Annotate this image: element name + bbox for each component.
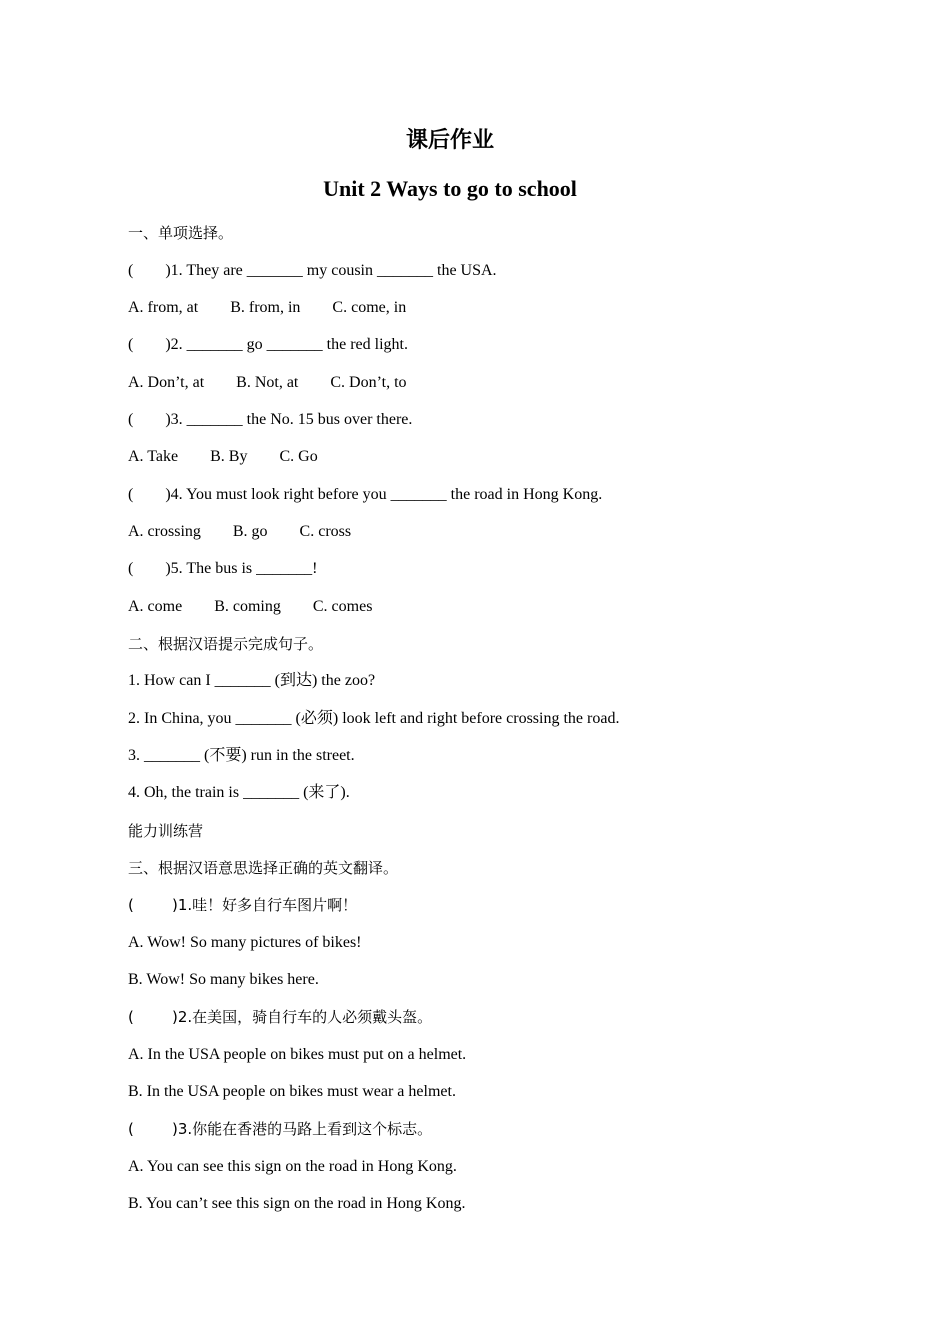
question-3-1: ( )1.哇！好多自行车图片啊！	[128, 896, 358, 914]
question-2-1: 1. How can I _______ (到达) the zoo?	[128, 672, 376, 689]
option-3-1-a: A. Wow! So many pictures of bikes!	[128, 934, 362, 951]
options-1-3: A. Take B. By C. Go	[128, 448, 318, 465]
options-1-4: A. crossing B. go C. cross	[128, 523, 352, 540]
option-3-3-a: A. You can see this sign on the road in Hong Kong.	[128, 1158, 457, 1175]
option-3-2-b: B. In the USA people on bikes must wear a helmet.	[128, 1083, 456, 1100]
question-1-5: ( )5. The bus is _______!	[128, 560, 318, 577]
question-1-4: ( )4. You must look right before you _______ the road in Hong Kong.	[128, 486, 603, 503]
question-1-1: ( )1. They are _______ my cousin _______ the USA.	[128, 262, 497, 279]
page-title-english: Unit 2 Ways to go to school	[323, 176, 577, 201]
question-2-4: 4. Oh, the train is _______ (来了).	[128, 784, 350, 801]
question-3-2: ( )2.在美国，骑自行车的人必须戴头盔。	[128, 1008, 433, 1026]
question-1-2: ( )2. _______ go _______ the red light.	[128, 336, 408, 353]
option-3-1-b: B. Wow! So many bikes here.	[128, 971, 319, 988]
page-title-chinese: 课后作业	[405, 128, 494, 153]
options-1-5: A. come B. coming C. comes	[128, 598, 373, 615]
section-heading-1: 一、单项选择。	[128, 224, 234, 242]
option-3-3-b: B. You can’t see this sign on the road in Hong Kong.	[128, 1195, 466, 1212]
question-3-3: ( )3.你能在香港的马路上看到这个标志。	[128, 1120, 433, 1138]
option-3-2-a: A. In the USA people on bikes must put on a helmet.	[128, 1046, 467, 1063]
question-2-3: 3. _______ (不要) run in the street.	[128, 747, 355, 764]
options-1-1: A. from, at B. from, in C. come, in	[128, 299, 407, 316]
question-2-2: 2. In China, you _______ (必须) look left and right before crossing the road.	[128, 710, 620, 727]
section-heading-3: 三、根据汉语意思选择正确的英文翻译。	[128, 859, 399, 877]
subsection-label: 能力训练营	[128, 822, 204, 840]
question-1-3: ( )3. _______ the No. 15 bus over there.	[128, 411, 413, 428]
section-heading-2: 二、根据汉语提示完成句子。	[128, 635, 324, 653]
options-1-2: A. Don’t, at B. Not, at C. Don’t, to	[128, 374, 407, 391]
